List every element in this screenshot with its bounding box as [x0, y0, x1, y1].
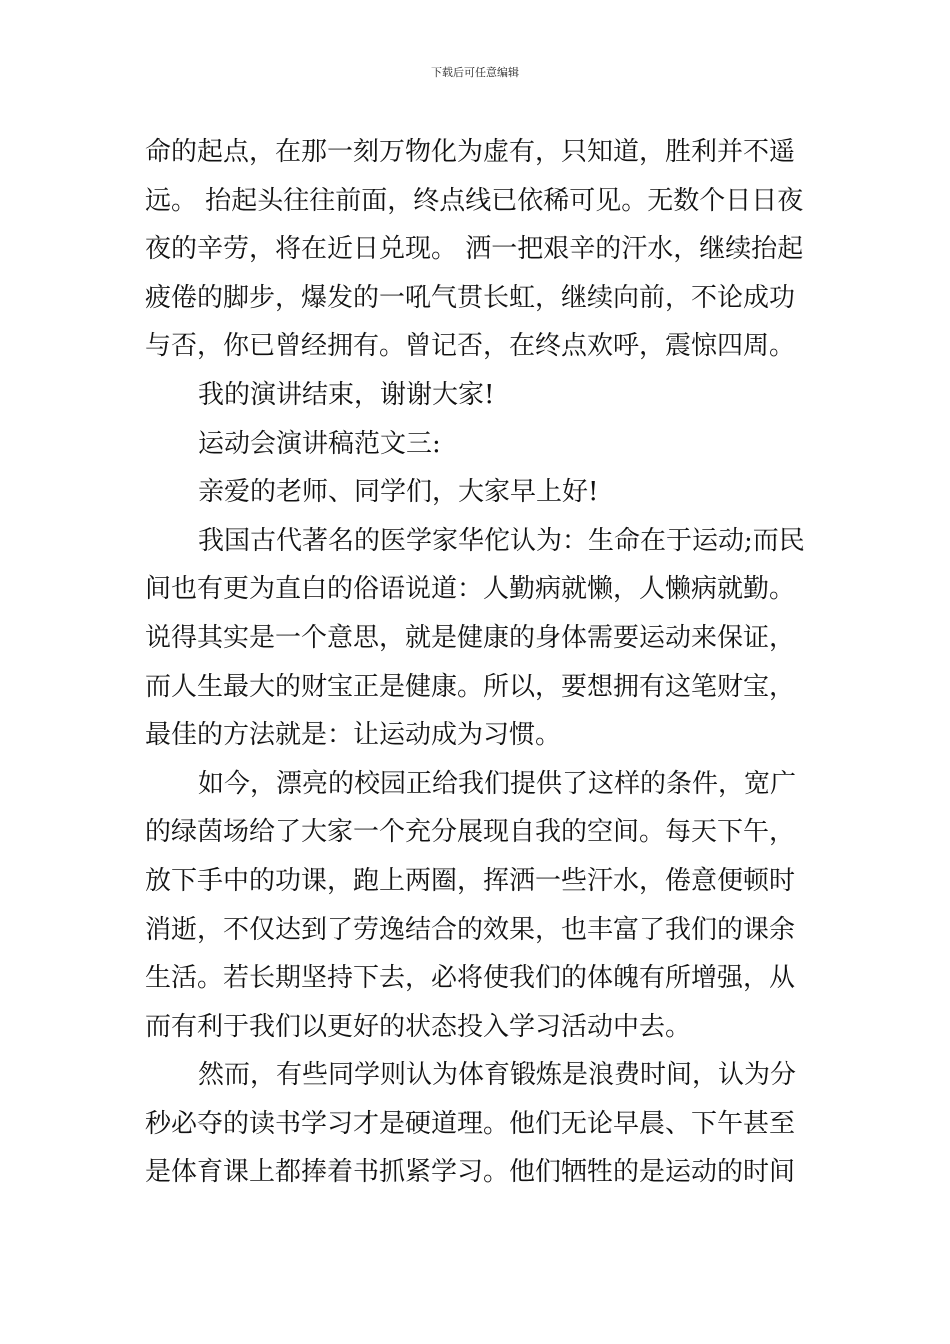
text-line: 夜的辛劳，将在近日兑现。 洒一把艰辛的汗水，继续抬起: [145, 234, 804, 265]
text-line: 消逝，不仅达到了劳逸结合的效果，也丰富了我们的课余: [145, 914, 796, 945]
text-line: 说得其实是一个意思，就是健康的身体需要运动来保证，: [145, 622, 796, 653]
text-line: 而有利于我们以更好的状态投入学习活动中去。: [145, 1011, 692, 1042]
text-line: 而人生最大的财宝正是健康。所以，要想拥有这笔财宝，: [145, 671, 796, 702]
text-line: 远。 抬起头往往前面，终点线已依稀可见。无数个日日夜: [145, 185, 804, 216]
page-header: 下载后可任意编辑: [431, 66, 519, 79]
paragraph: [145, 468, 810, 517]
text-line: 我国古代著名的医学家华佗认为：生命在于运动;而民: [198, 525, 805, 556]
paragraph: [145, 1051, 810, 1197]
text-line: 是体育课上都捧着书抓紧学习。他们牺牲的是运动的时间: [145, 1157, 796, 1188]
text-line: 放下手中的功课，跑上两圈，挥洒一些汗水，倦意便顿时: [145, 865, 796, 896]
text-line: 命的起点，在那一刻万物化为虚有，只知道，胜利并不遥: [145, 137, 796, 167]
text-line: 最佳的方法就是：让运动成为习惯。: [145, 720, 562, 751]
section-heading: 运动会演讲稿范文三:: [198, 428, 441, 459]
paragraph: [145, 760, 810, 1052]
text-line: 间也有更为直白的俗语说道：人勤病就懒，人懒病就勤。: [145, 574, 796, 605]
text-line: 与否，你已曾经拥有。曾记否，在终点欢呼，震惊四周。: [145, 331, 796, 362]
greeting-line: 亲爱的老师、同学们，大家早上好!: [198, 477, 599, 508]
paragraph: [145, 128, 810, 371]
paragraph: [145, 420, 810, 469]
text-line: 疲倦的脚步，爆发的一吼气贯长虹，继续向前，不论成功: [145, 282, 796, 313]
text-line: 秒必夺的读书学习才是硬道理。他们无论早晨、下午甚至: [145, 1108, 796, 1139]
closing-line: 我的演讲结束，谢谢大家!: [198, 379, 495, 410]
text-line: 如今，漂亮的校园正给我们提供了这样的条件，宽广: [198, 768, 797, 799]
text-line: 然而，有些同学则认为体育锻炼是浪费时间，认为分: [198, 1060, 797, 1091]
paragraph: [145, 517, 810, 760]
document-body: [145, 128, 810, 1197]
paragraph: [145, 371, 810, 420]
text-line: 的绿茵场给了大家一个充分展现自我的空间。每天下午，: [145, 817, 796, 848]
text-line: 生活。若长期坚持下去，必将使我们的体魄有所增强，从: [145, 963, 796, 994]
